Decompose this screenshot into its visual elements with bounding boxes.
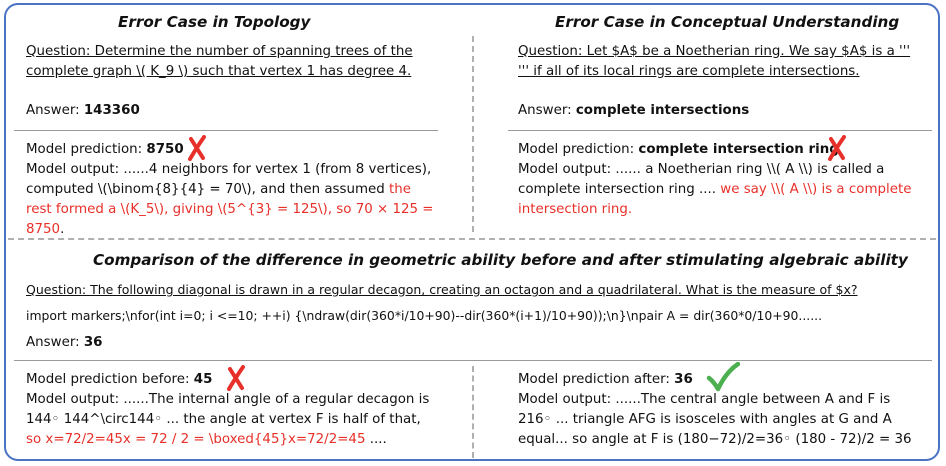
comparison-title: Comparison of the difference in geometric ability before and after stimulating algebraic ability bbox=[93, 251, 908, 269]
before-prediction bbox=[26, 370, 212, 390]
conceptual-title: Error Case in Conceptual Understanding bbox=[555, 13, 900, 31]
topology-output-line-2 bbox=[26, 180, 411, 200]
prediction-value: 8750 bbox=[146, 142, 184, 157]
check-mark-icon bbox=[706, 362, 740, 392]
answer-label: Answer: bbox=[26, 335, 84, 350]
after-prediction bbox=[518, 370, 693, 390]
conceptual-question-line-2: ''' if all of its local rings are complete intersections. bbox=[518, 64, 860, 79]
topology-question-line-2: complete graph \( K_9 \) such that vertex 1 has degree 4. bbox=[26, 64, 412, 79]
prediction-label: Model prediction: bbox=[518, 142, 639, 157]
answer-label: Answer: bbox=[26, 103, 84, 118]
conceptual-prediction bbox=[518, 140, 839, 160]
topology-question-line-1: Question: Determine the number of spanning trees of the bbox=[26, 44, 413, 59]
cross-mark-icon bbox=[826, 135, 848, 161]
prediction-value: 45 bbox=[193, 372, 213, 387]
conceptual-output-line-1: Model output: ...... a Noetherian ring \\( A \\) is called a bbox=[518, 162, 885, 177]
answer-value: complete intersections bbox=[575, 103, 750, 118]
geometry-code: import markers;\nfor(int i=0; i <=10; ++i) {\ndraw(dir(360*i/10+90)--dir(360*(i+1)/10+90));\n}\npair A = dir(360*0/10+90...... bbox=[26, 308, 823, 323]
topology-title: Error Case in Topology bbox=[118, 13, 311, 31]
after-output-line-3: equal... so angle at F is (180−72)/2=36◦ (180 - 72)/2 = 36 bbox=[518, 432, 912, 447]
output-text: .... bbox=[365, 432, 387, 447]
output-text: . bbox=[60, 222, 65, 237]
conceptual-separator bbox=[508, 130, 932, 131]
conceptual-question-line-1: Question: Let $A$ be a Noetherian ring. We say $A$ is a ''' bbox=[518, 44, 911, 59]
topology-output-line-4 bbox=[26, 220, 64, 240]
before-output-line-1: Model output: ......The internal angle of a regular decagon is bbox=[26, 392, 430, 407]
prediction-label: Model prediction: bbox=[26, 142, 147, 157]
answer-value: 143360 bbox=[83, 103, 140, 118]
conceptual-output-line-2 bbox=[518, 180, 911, 200]
output-error-text: the bbox=[389, 182, 411, 197]
output-error-text: so x=72/2=45x = 72 / 2 = \boxed{45}x=72/2=45 bbox=[26, 432, 366, 447]
prediction-label: Model prediction before: bbox=[26, 372, 194, 387]
answer-value: 36 bbox=[83, 335, 103, 350]
after-output-line-2: 216◦ ... triangle AFG is isosceles with angles at G and A bbox=[518, 412, 892, 427]
topology-answer bbox=[26, 101, 140, 121]
cross-mark-icon bbox=[186, 135, 208, 161]
conceptual-answer bbox=[518, 101, 749, 121]
vertical-divider-top bbox=[472, 36, 474, 232]
output-error-text: 8750 bbox=[26, 222, 61, 237]
cross-mark-icon bbox=[225, 365, 247, 391]
topology-output-line-1: Model output: ......4 neighbors for vertex 1 (from 8 vertices), bbox=[26, 162, 432, 177]
section-divider bbox=[8, 238, 936, 240]
topology-separator bbox=[14, 130, 438, 131]
prediction-label: Model prediction after: bbox=[518, 372, 675, 387]
topology-output-line-3: rest formed a \(K_5\), giving \(5^{3} = 125\), so 70 × 125 = bbox=[26, 202, 434, 217]
prediction-value: complete intersection ring bbox=[638, 142, 839, 157]
geometry-question: Question: The following diagonal is drawn in a regular decagon, creating an octagon and a quadrilateral. What is the measure of $x? bbox=[26, 282, 858, 297]
output-text: computed \(\binom{8}{4} = 70\), and then assumed bbox=[26, 182, 390, 197]
geometry-answer bbox=[26, 333, 103, 353]
geometry-separator bbox=[14, 360, 932, 361]
answer-label: Answer: bbox=[518, 103, 576, 118]
after-output-line-1: Model output: ......The central angle between A and F is bbox=[518, 392, 891, 407]
output-error-text: we say \\( A \\) is a complete bbox=[720, 182, 912, 197]
before-output-line-3 bbox=[26, 430, 387, 450]
topology-prediction bbox=[26, 140, 184, 160]
output-text: complete intersection ring .... bbox=[518, 182, 721, 197]
conceptual-output-line-3: intersection ring. bbox=[518, 202, 633, 217]
vertical-divider-bottom bbox=[472, 366, 474, 458]
prediction-value: 36 bbox=[674, 372, 693, 387]
before-output-line-2: 144◦ 144^\circ144◦ ... the angle at vertex F is half of that, bbox=[26, 412, 421, 427]
